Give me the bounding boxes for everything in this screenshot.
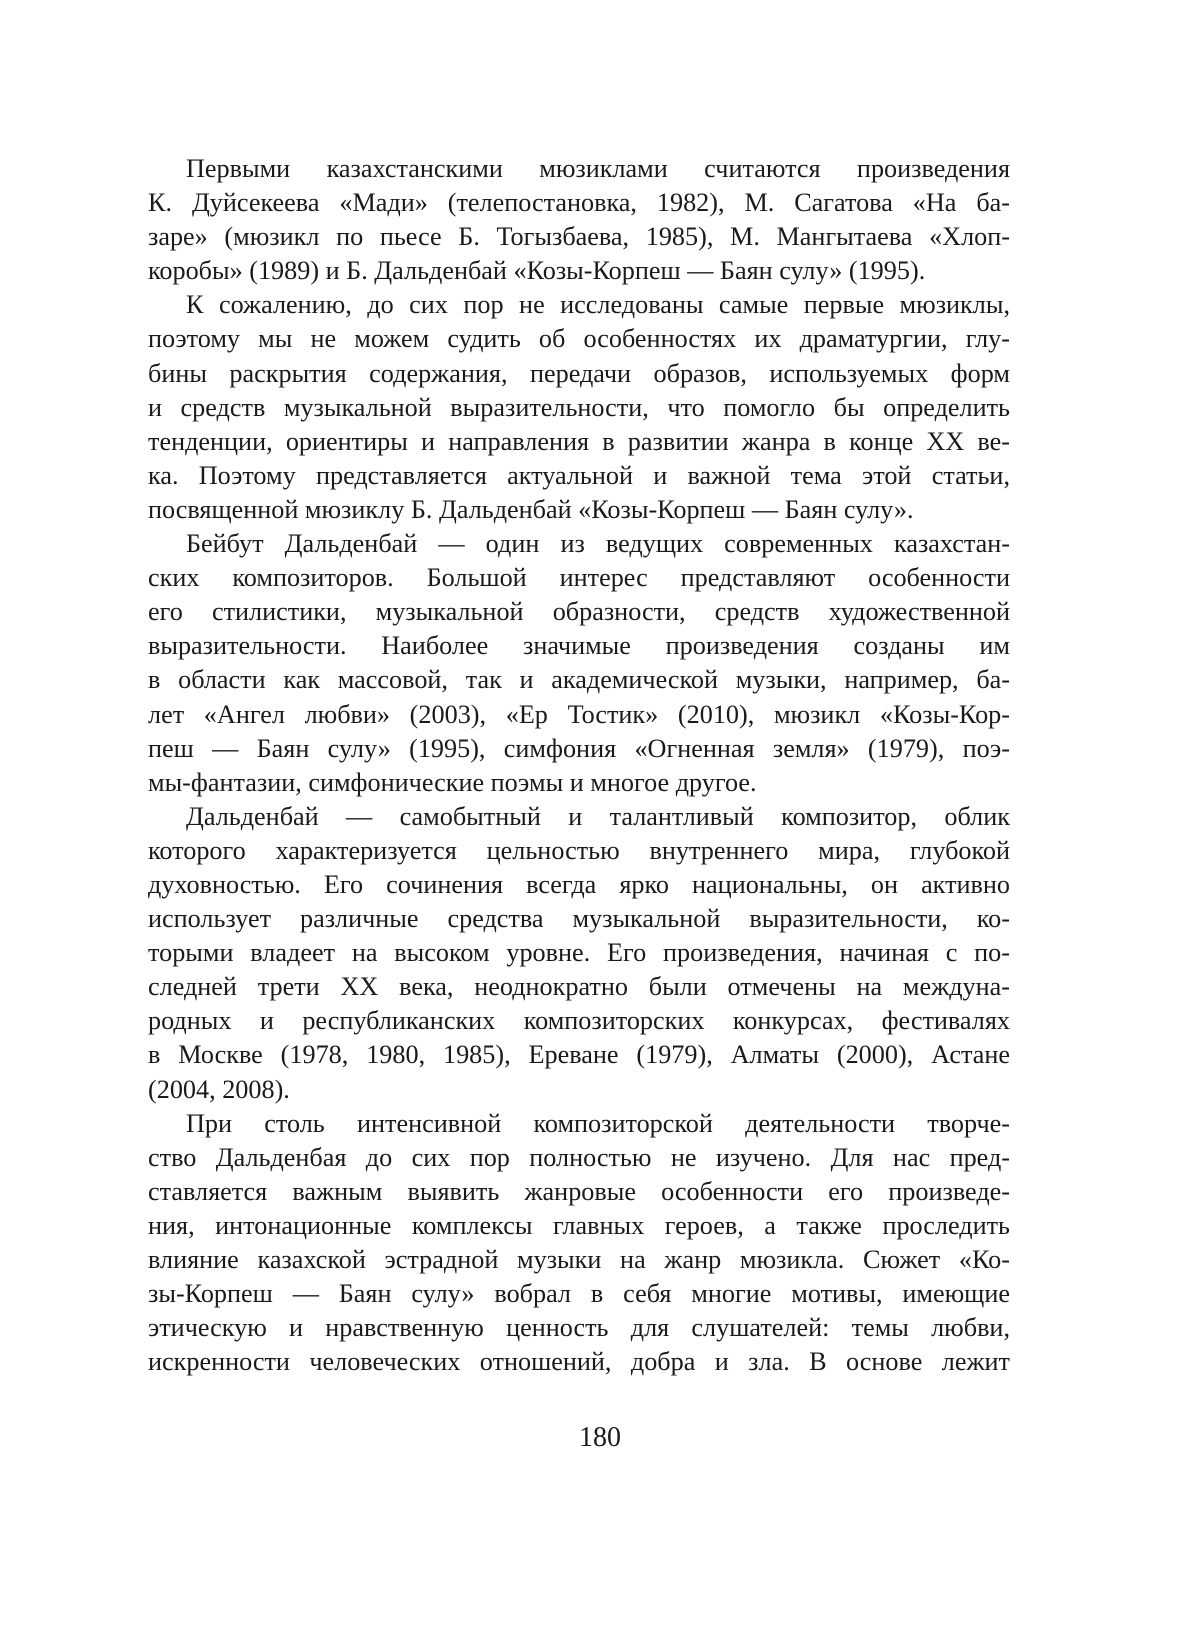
paragraph-3 [148, 527, 1010, 800]
text-line: Дальденбай — самобытный и талантливый композитор, облик [186, 801, 1010, 831]
text-line: пеш — Баян сулу» (1995), симфония «Огненная земля» (1979), поэ- [148, 733, 1010, 763]
text-line: Первыми казахстанскими мюзиклами считаются произведения [186, 154, 1010, 183]
paragraph-5 [148, 1107, 1010, 1380]
text-line: ния, интонационные комплексы главных героев, а также проследить [148, 1210, 1010, 1240]
paragraph-1 [148, 152, 1010, 288]
text-line: и средств музыкальной выразительности, что помогло бы определить [148, 392, 1010, 422]
text-line: Бейбут Дальденбай — один из ведущих современных казахстан- [186, 529, 1010, 559]
text-line: следней трети XX века, неоднократно были отмечены на междуна- [148, 972, 1010, 1002]
text-line: влияние казахской эстрадной музыки на жанр мюзикла. Сюжет «Ко- [148, 1245, 1010, 1274]
text-line: ство Дальденбая до сих пор полностью не изучено. Для нас пред- [148, 1142, 1010, 1172]
text-line: в Москве (1978, 1980, 1985), Ереване (1979), Алматы (2000), Астане [148, 1040, 1010, 1070]
text-line: зы-Корпеш — Баян сулу» вобрал в себя многие мотивы, имеющие [148, 1279, 1010, 1309]
text-line: этическую и нравственную ценность для слушателей: темы любви, [148, 1313, 1010, 1343]
text-line: ка. Поэтому представляется актуальной и важной тема этой статьи, [148, 460, 1010, 490]
text-line: (2004, 2008). [148, 1074, 290, 1104]
text-line: коробы» (1989) и Б. Дальденбай «Козы-Корпеш — Баян сулу» (1995). [148, 256, 926, 286]
text-line: выразительности. Наиболее значимые произведения созданы им [148, 631, 1010, 661]
text-line: поэтому мы не можем судить об особенностях их драматургии, глу- [148, 324, 1010, 354]
text-line: торыми владеет на высоком уровне. Его произведения, начиная с по- [148, 938, 1010, 968]
text-line: использует различные средства музыкальной выразительности, ко- [148, 904, 1010, 934]
text-line: мы-фантазии, симфонические поэмы и многое другое. [148, 767, 757, 797]
text-line: заре» (мюзикл по пьесе Б. Тогызбаева, 1985), М. Мангытаева «Хлоп- [148, 222, 1010, 252]
text-line: ских композиторов. Большой интерес представляют особенности [148, 563, 1010, 593]
text-line: родных и республиканских композиторских конкурсах, фестивалях [148, 1006, 1010, 1036]
text-line: лет «Ангел любви» (2003), «Ер Тостик» (2010), мюзикл «Козы-Кор- [148, 699, 1010, 729]
text-line: которого характеризуется цельностью внутреннего мира, глубокой [148, 835, 1010, 865]
text-line: посвященной мюзиклу Б. Дальденбай «Козы-Корпеш — Баян сулу». [148, 494, 914, 524]
text-line: искренности человеческих отношений, добра и зла. В основе лежит [148, 1347, 1010, 1377]
text-line: ставляется важным выявить жанровые особенности его произведе- [148, 1176, 1010, 1206]
text-line: К. Дуйсекеева «Мади» (телепостановка, 1982), М. Сагатова «На ба- [148, 188, 1010, 218]
text-line: К сожалению, до сих пор не исследованы самые первые мюзиклы, [186, 290, 1010, 320]
paragraph-2 [148, 288, 1010, 527]
body-text [148, 152, 1010, 1379]
text-line: бины раскрытия содержания, передачи образов, используемых форм [148, 358, 1010, 388]
text-line: его стилистики, музыкальной образности, средств художественной [148, 597, 1010, 627]
page-number: 180 [579, 1422, 621, 1453]
text-line: духовностью. Его сочинения всегда ярко национальны, он активно [148, 869, 1010, 899]
text-line: При столь интенсивной композиторской деятельности творче- [186, 1108, 1010, 1138]
text-line: тенденции, ориентиры и направления в развитии жанра в конце XX ве- [148, 426, 1010, 456]
paragraph-4 [148, 800, 1010, 1107]
text-line: в области как массовой, так и академической музыки, например, ба- [148, 665, 1010, 695]
